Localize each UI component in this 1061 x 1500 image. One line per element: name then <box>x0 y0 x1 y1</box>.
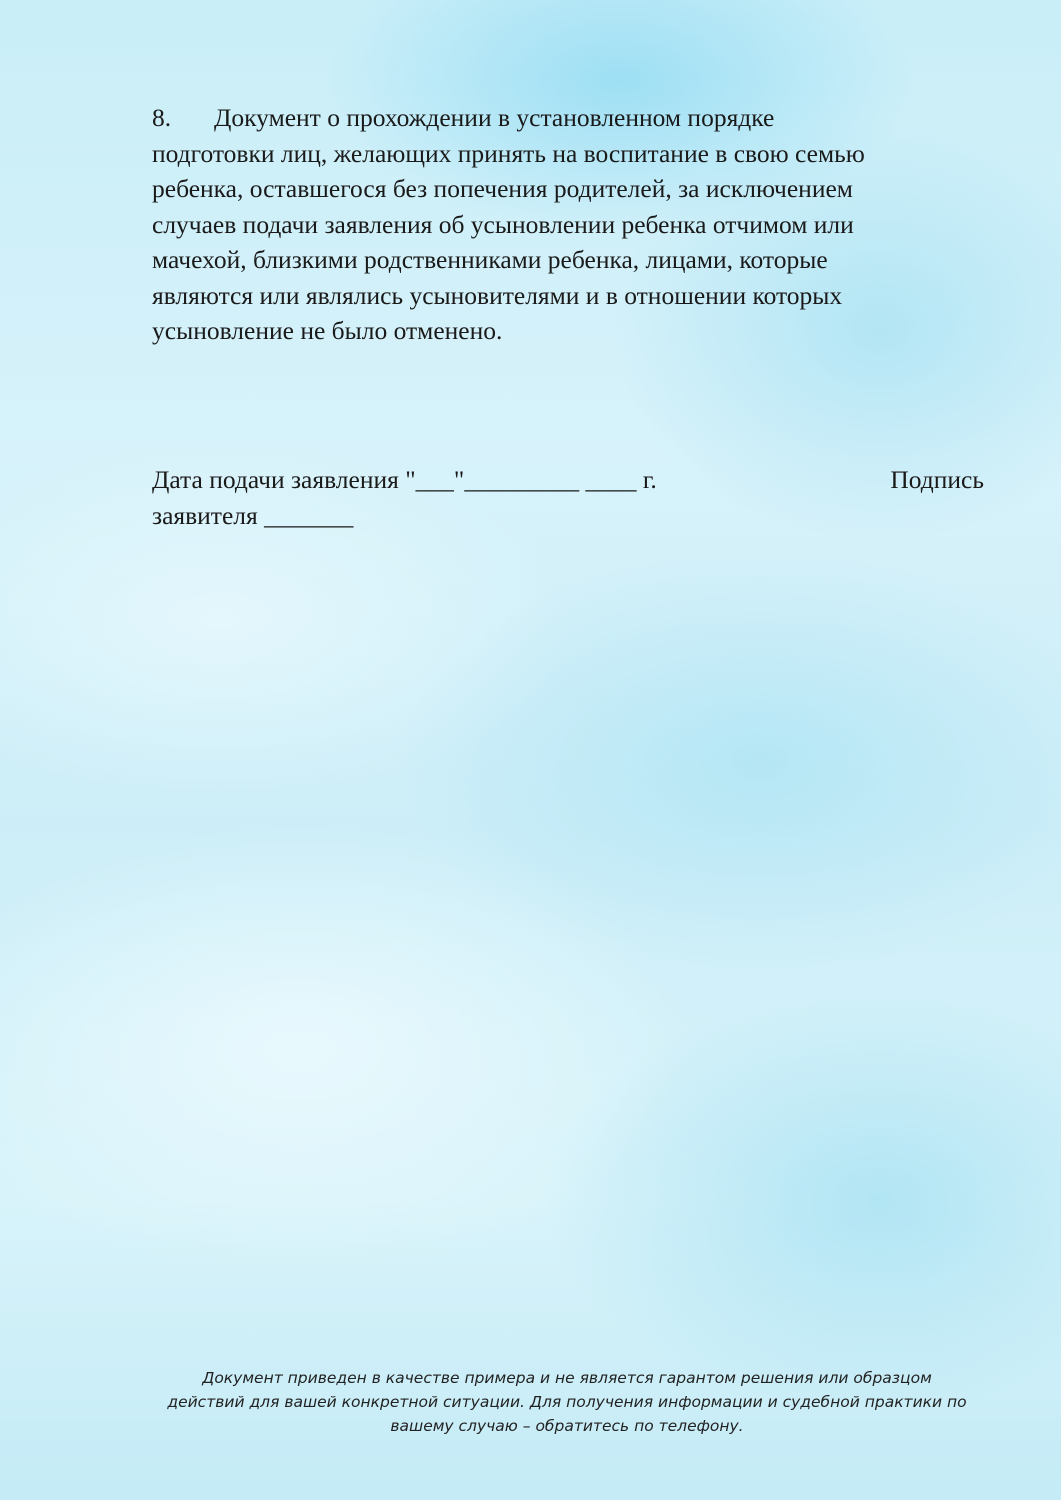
disclaimer-footer <box>140 1366 994 1438</box>
item-8-paragraph <box>152 100 992 349</box>
signature-block <box>152 462 984 533</box>
disclaimer-line: действий для вашей конкретной ситуации. Для получения информации и судебной практики по <box>167 1393 967 1411</box>
paragraph-line: ребенка, оставшегося без попечения родителей, за исключением <box>152 174 853 203</box>
item-number: 8. <box>152 103 172 132</box>
paragraph-line: подготовки лиц, желающих принять на воспитание в свою семью <box>152 138 865 168</box>
signature-label: Подпись <box>890 465 984 494</box>
date-signature-row <box>152 462 984 498</box>
applicant-signature-field: заявителя _______ <box>152 500 354 530</box>
paragraph-line <box>152 100 992 136</box>
paragraph-text: Документ о прохождении в установленном порядке <box>214 103 775 132</box>
paragraph-line: случаев подачи заявления об усыновлении ребенка отчимом или <box>152 209 854 239</box>
paragraph-line: являются или являлись усыновителями и в отношении которых <box>152 280 843 310</box>
submission-date-field: Дата подачи заявления "___"_________ ____ г. <box>152 465 657 494</box>
paragraph-line: усыновление не было отменено. <box>152 316 503 345</box>
disclaimer-line: вашему случаю – обратитесь по телефону. <box>390 1417 744 1435</box>
disclaimer-line: Документ приведен в качестве примера и не является гарантом решения или образцом <box>202 1369 932 1387</box>
paragraph-line: мачехой, близкими родственниками ребенка, лицами, которые <box>152 245 828 274</box>
